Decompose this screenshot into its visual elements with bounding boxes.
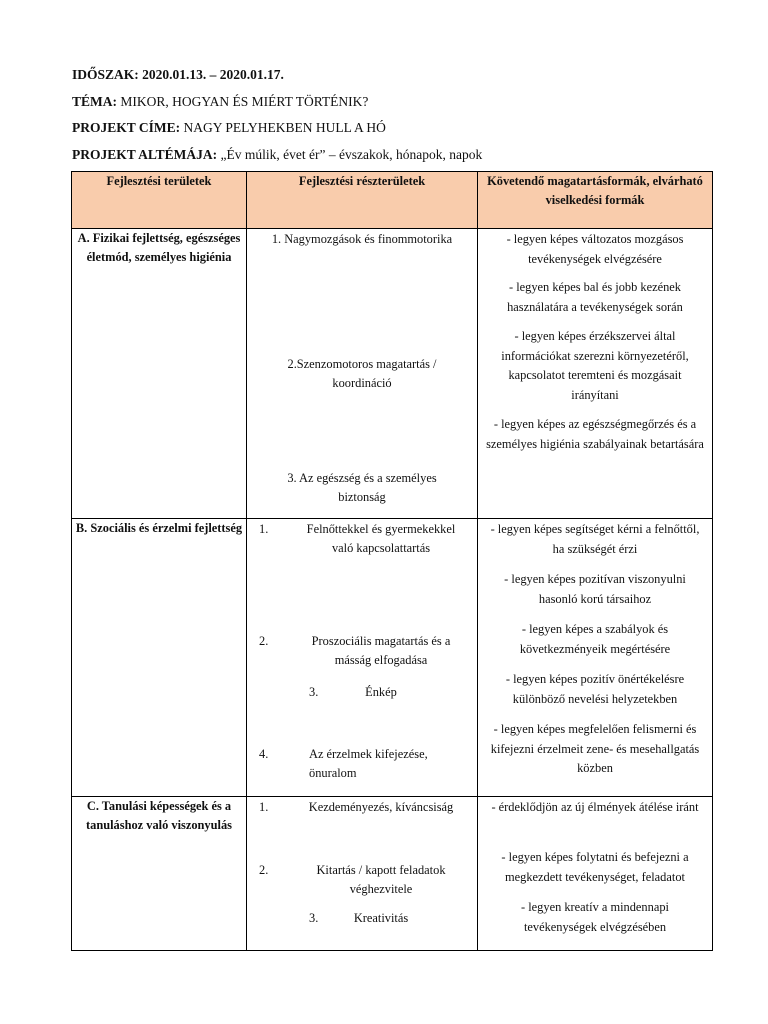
column-header-subareas: Fejlesztési részterületek bbox=[247, 172, 478, 229]
topic-label: TÉMA: bbox=[72, 93, 117, 109]
project-value: NAGY PELYHEKBEN HULL A HÓ bbox=[183, 120, 386, 135]
subtopic-label: PROJEKT ALTÉMÁJA: bbox=[72, 146, 218, 162]
subarea-b1-number: 1. bbox=[259, 522, 269, 536]
behaviour-a1: - legyen képes változatos mozgásos tevékenységek elvégzésére bbox=[506, 232, 684, 266]
subarea-a1: 1. Nagymozgások és finommotorika bbox=[271, 232, 453, 246]
period-line bbox=[72, 62, 732, 89]
behaviour-b1: - legyen képes segítséget kérni a felnőttől, ha szükségét érzi bbox=[490, 522, 700, 556]
subarea-c2-text: Kitartás / kapott feladatok véghezvitele bbox=[316, 863, 446, 896]
behaviour-c1: - érdeklődjön az új élmények átélése iránt bbox=[491, 800, 699, 814]
subarea-c1-text: Kezdeményezés, kíváncsiság bbox=[308, 800, 454, 814]
subarea-b1-text: Felnőttekkel és gyermekekkel való kapcsolattartás bbox=[306, 522, 456, 555]
project-line bbox=[72, 115, 732, 142]
subarea-c3-text: Kreativitás bbox=[353, 911, 409, 925]
subarea-c3 bbox=[247, 909, 477, 928]
subarea-b3-text: Énkép bbox=[365, 685, 397, 699]
subarea-b2-text: Proszociális magatartás és a másság elfogadása bbox=[311, 634, 451, 667]
behaviour-c3: - legyen kreatív a mindennapi tevékenységek elvégzésében bbox=[521, 900, 669, 934]
column-header-behaviours: Követendő magatartásformák, elvárható viselkedési formák bbox=[478, 172, 713, 229]
behaviour-b4: - legyen képes pozitív önértékelésre különböző nevelési helyzetekben bbox=[505, 672, 685, 706]
subarea-a3: 3. Az egészség és a személyes biztonság bbox=[287, 471, 437, 504]
column-header-areas: Fejlesztési területek bbox=[72, 172, 247, 229]
subarea-b2-number: 2. bbox=[259, 634, 269, 648]
subarea-c2 bbox=[247, 861, 477, 899]
subarea-b3-number: 3. bbox=[309, 685, 319, 699]
subarea-cell-c bbox=[247, 797, 478, 951]
topic-line bbox=[72, 89, 732, 116]
subtopic-line bbox=[72, 142, 732, 169]
behaviour-cell-c bbox=[478, 797, 713, 951]
subarea-b3 bbox=[247, 683, 477, 702]
subarea-b4-text: Az érzelmek kifejezése, önuralom bbox=[309, 747, 428, 780]
subarea-b2 bbox=[247, 632, 477, 670]
subarea-c1-number: 1. bbox=[259, 800, 269, 814]
area-cell-b: B. Szociális és érzelmi fejlettség bbox=[72, 519, 247, 797]
table-row-b bbox=[72, 519, 713, 797]
subtopic-value: „Év múlik, évet ér” – évszakok, hónapok, napok bbox=[220, 146, 483, 162]
subarea-b4-number: 4. bbox=[259, 747, 269, 761]
behaviour-b2: - legyen képes pozitívan viszonyulni hasonló korú társaihoz bbox=[504, 572, 686, 606]
subarea-c3-number: 3. bbox=[309, 911, 319, 925]
subarea-a2: 2.Szenzomotoros magatartás / koordináció bbox=[287, 357, 437, 390]
document-header bbox=[72, 62, 732, 168]
behaviour-b3: - legyen képes a szabályok és következményeik megértésére bbox=[519, 622, 671, 656]
subarea-b1 bbox=[247, 520, 477, 558]
behaviour-a4: - legyen képes az egészségmegőrzés és a személyes higiénia szabályainak betartására bbox=[486, 417, 704, 451]
table-header-row bbox=[72, 172, 713, 229]
area-cell-a: A. Fizikai fejlettség, egészséges életmód, személyes higiénia bbox=[72, 229, 247, 519]
behaviour-c2: - legyen képes folytatni és befejezni a megkezdett tevékenységet, feladatot bbox=[501, 850, 689, 884]
subarea-c2-number: 2. bbox=[259, 863, 269, 877]
behaviour-cell-b bbox=[478, 519, 713, 797]
development-table bbox=[71, 171, 713, 951]
subarea-b4 bbox=[247, 745, 477, 783]
project-label: PROJEKT CÍME: bbox=[72, 120, 181, 135]
table-row-c bbox=[72, 797, 713, 951]
subarea-c1 bbox=[247, 798, 477, 817]
behaviour-cell-a bbox=[478, 229, 713, 519]
subarea-cell-b bbox=[247, 519, 478, 797]
table-row-a bbox=[72, 229, 713, 519]
period-label: IDŐSZAK: bbox=[72, 67, 139, 82]
subarea-cell-a bbox=[247, 229, 478, 519]
behaviour-a2: - legyen képes bal és jobb kezének használatára a tevékenységek során bbox=[507, 280, 683, 314]
area-cell-c: C. Tanulási képességek és a tanuláshoz való viszonyulás bbox=[72, 797, 247, 951]
behaviour-b5: - legyen képes megfelelően felismerni és kifejezni érzelmeit zene- és mesehallgatás közben bbox=[490, 722, 700, 775]
behaviour-a3: - legyen képes érzékszervei által információkat szerezni környezetéről, kapcsolatot teremteni és mozgásait irányítani bbox=[501, 329, 689, 402]
period-value: 2020.01.13. – 2020.01.17. bbox=[142, 67, 284, 82]
topic-value: MIKOR, HOGYAN ÉS MIÉRT TÖRTÉNIK? bbox=[120, 93, 369, 109]
